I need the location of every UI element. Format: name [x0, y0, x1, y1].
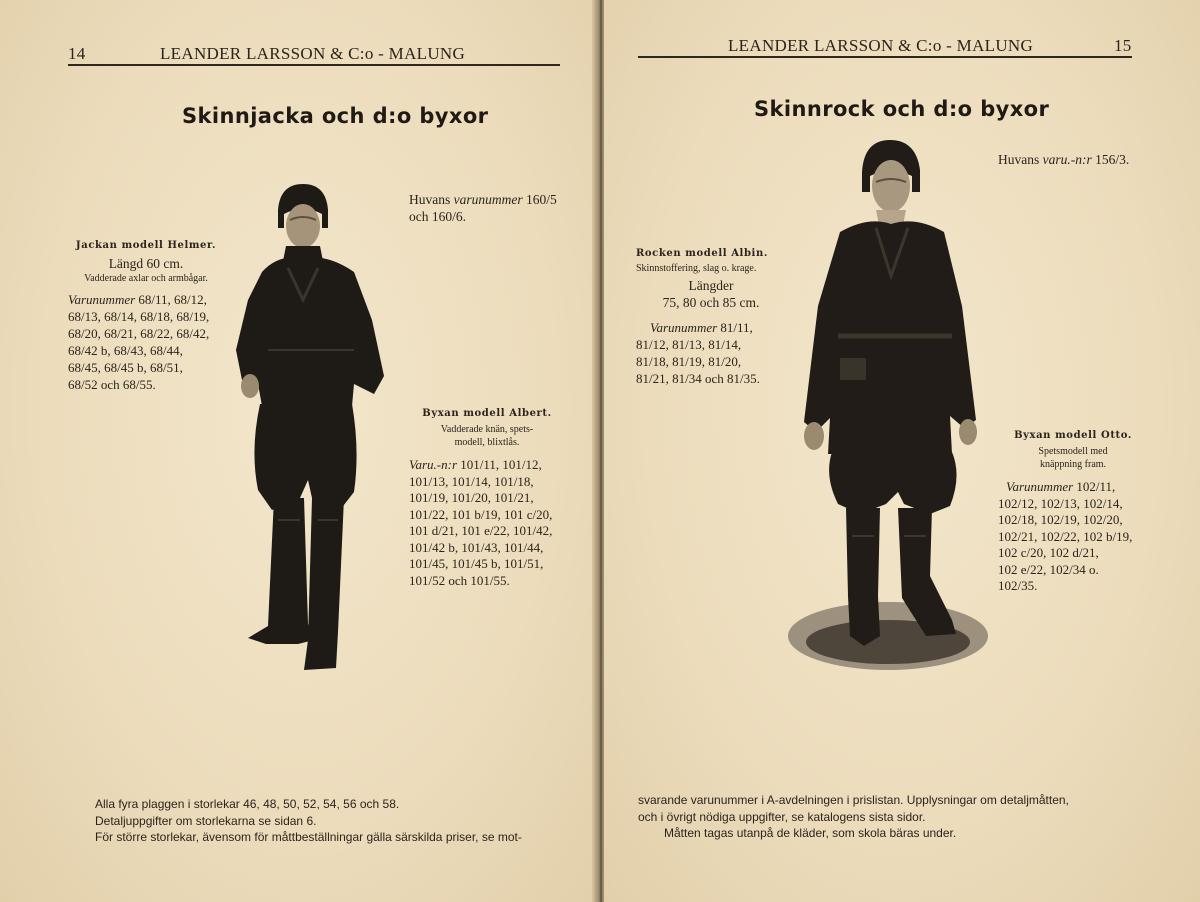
trousers-albert-block — [409, 408, 565, 589]
left-bottom-line: Detaljuppgifter om storlekarna se sidan 6. — [95, 813, 317, 828]
leather-coat-figure — [780, 136, 990, 676]
right-running-header: LEANDER LARSSON & C:o - MALUNG — [728, 36, 1034, 55]
left-bottom-line: Alla fyra plaggen i storlekar 46, 48, 50, 52, 54, 56 och 58. — [95, 797, 400, 811]
left-bottom-text — [95, 796, 565, 846]
trousers-otto-note-2: knäppning fram. — [1039, 459, 1107, 470]
trousers-otto-heading: Byxan modell Otto. — [1014, 430, 1132, 441]
right-hood-text-1: 156/3. — [1091, 152, 1130, 167]
leather-jacket-figure — [228, 180, 400, 676]
trousers-albert-numbers-line: 101/42 b, 101/43, 101/44, — [409, 539, 544, 555]
coat-albin-numbers-line: 81/12, 81/13, 81/14, — [636, 337, 742, 352]
left-hood-text-2: och 160/6. — [409, 209, 466, 224]
trousers-otto-note-1: Spetsmodell med — [1038, 446, 1108, 457]
trousers-albert-numbers-line: 101/45, 101/45 b, 101/51, — [409, 556, 544, 571]
trousers-otto-numbers-line: 102/11, — [1073, 479, 1116, 494]
coat-albin-numbers-line: 81/21, 81/34 och 81/35. — [636, 371, 760, 386]
jacket-numbers-line: 68/45, 68/45 b, 68/51, — [68, 360, 183, 375]
right-hood-note — [998, 151, 1148, 168]
jacket-numbers-label: Varunummer — [68, 292, 136, 307]
trousers-otto-numbers-line: 102 c/20, 102 d/21, — [998, 545, 1099, 560]
right-page-title: Skinnrock och d:o byxor — [754, 97, 1050, 121]
trousers-albert-numbers-label: Varu.-n:r — [409, 457, 458, 472]
trousers-albert-heading: Byxan modell Albert. — [422, 408, 552, 419]
trousers-albert-numbers-line: 101/11, 101/12, — [457, 457, 542, 472]
coat-albin-numbers-line: 81/18, 81/19, 81/20, — [636, 354, 742, 369]
jacket-note: Vadderade axlar och armbågar. — [84, 273, 208, 284]
trousers-albert-numbers-line: 101/52 och 101/55. — [409, 572, 510, 588]
jacket-numbers-line: 68/42 b, 68/43, 68/44, — [68, 343, 183, 358]
left-page-title: Skinnjacka och d:o byxor — [182, 104, 489, 128]
coat-albin-heading: Rocken modell Albin. — [636, 248, 768, 259]
jacket-numbers — [68, 291, 224, 393]
left-page — [0, 0, 598, 902]
trousers-otto-numbers-line: 102/35. — [998, 578, 1038, 593]
coat-albin-note: Skinnstoffering, slag o. krage. — [636, 263, 757, 274]
trousers-albert-note-1: Vadderade knän, spets- — [440, 424, 534, 435]
trousers-otto-numbers-line: 102/12, 102/13, 102/14, — [998, 495, 1123, 511]
trousers-albert-note-2: modell, blixtlås. — [454, 437, 520, 448]
trousers-albert-numbers — [409, 457, 565, 589]
right-bottom-text — [638, 792, 1138, 842]
coat-albin-block — [636, 248, 786, 387]
left-hood-note — [409, 191, 579, 225]
right-hood-label: varu.-n:r — [1042, 152, 1092, 167]
coat-albin-numbers-line: 81/11, — [717, 320, 753, 335]
trousers-otto-numbers-label: Varunummer — [1006, 479, 1074, 494]
trousers-albert-numbers-line: 101/19, 101/20, 101/21, — [409, 490, 534, 505]
coat-albin-lengths-label: Längder — [688, 278, 734, 293]
jacket-length: Längd 60 cm. — [108, 256, 184, 271]
left-hood-label: varunummer — [453, 192, 523, 207]
right-page-number: 15 — [1114, 36, 1132, 55]
right-bottom-line: svarande varunummer i A-avdelningen i prislistan. Upplysningar om detaljmåtten, — [638, 793, 1069, 807]
jacket-numbers-line: 68/20, 68/21, 68/22, 68/42, — [68, 326, 210, 341]
left-running-header: LEANDER LARSSON & C:o - MALUNG — [160, 44, 466, 63]
trousers-otto-numbers-line: 102/21, 102/22, 102 b/19, — [998, 528, 1133, 544]
jacket-numbers-line: 68/52 och 68/55. — [68, 377, 156, 392]
right-page — [604, 0, 1200, 902]
coat-albin-numbers — [636, 319, 786, 387]
coat-albin-numbers-label: Varunummer — [650, 320, 718, 335]
right-bottom-line: Måtten tagas utanpå de kläder, som skola bäras under. — [664, 826, 957, 840]
trousers-albert-numbers-line: 101 d/21, 101 e/22, 101/42, — [409, 523, 553, 538]
trousers-otto-block — [998, 430, 1148, 595]
jacket-numbers-line: 68/13, 68/14, 68/18, 68/19, — [68, 309, 210, 324]
trousers-otto-numbers-line: 102 e/22, 102/34 o. — [998, 561, 1099, 577]
jacket-block — [68, 240, 224, 393]
right-header-rule — [638, 56, 1132, 58]
left-bottom-line: För större storlekar, ävensom för måttbeställningar gälla särskilda priser, se mot- — [95, 830, 522, 844]
left-hood-text-1: 160/5 — [522, 192, 557, 207]
trousers-albert-numbers-line: 101/22, 101 b/19, 101 c/20, — [409, 506, 553, 522]
trousers-otto-numbers — [998, 479, 1148, 595]
jacket-heading: Jackan modell Helmer. — [75, 240, 217, 251]
trousers-albert-numbers-line: 101/13, 101/14, 101/18, — [409, 473, 534, 489]
right-bottom-line: och i övrigt nödiga uppgifter, se katalogens sista sidor. — [638, 809, 926, 824]
jacket-numbers-line: 68/11, 68/12, — [135, 292, 207, 307]
coat-albin-lengths: 75, 80 och 85 cm. — [662, 295, 760, 310]
left-hood-prefix: Huvans — [409, 192, 454, 207]
trousers-otto-numbers-line: 102/18, 102/19, 102/20, — [998, 512, 1123, 527]
left-page-number: 14 — [68, 44, 86, 63]
right-hood-prefix: Huvans — [998, 152, 1043, 167]
left-header-rule — [68, 64, 560, 66]
